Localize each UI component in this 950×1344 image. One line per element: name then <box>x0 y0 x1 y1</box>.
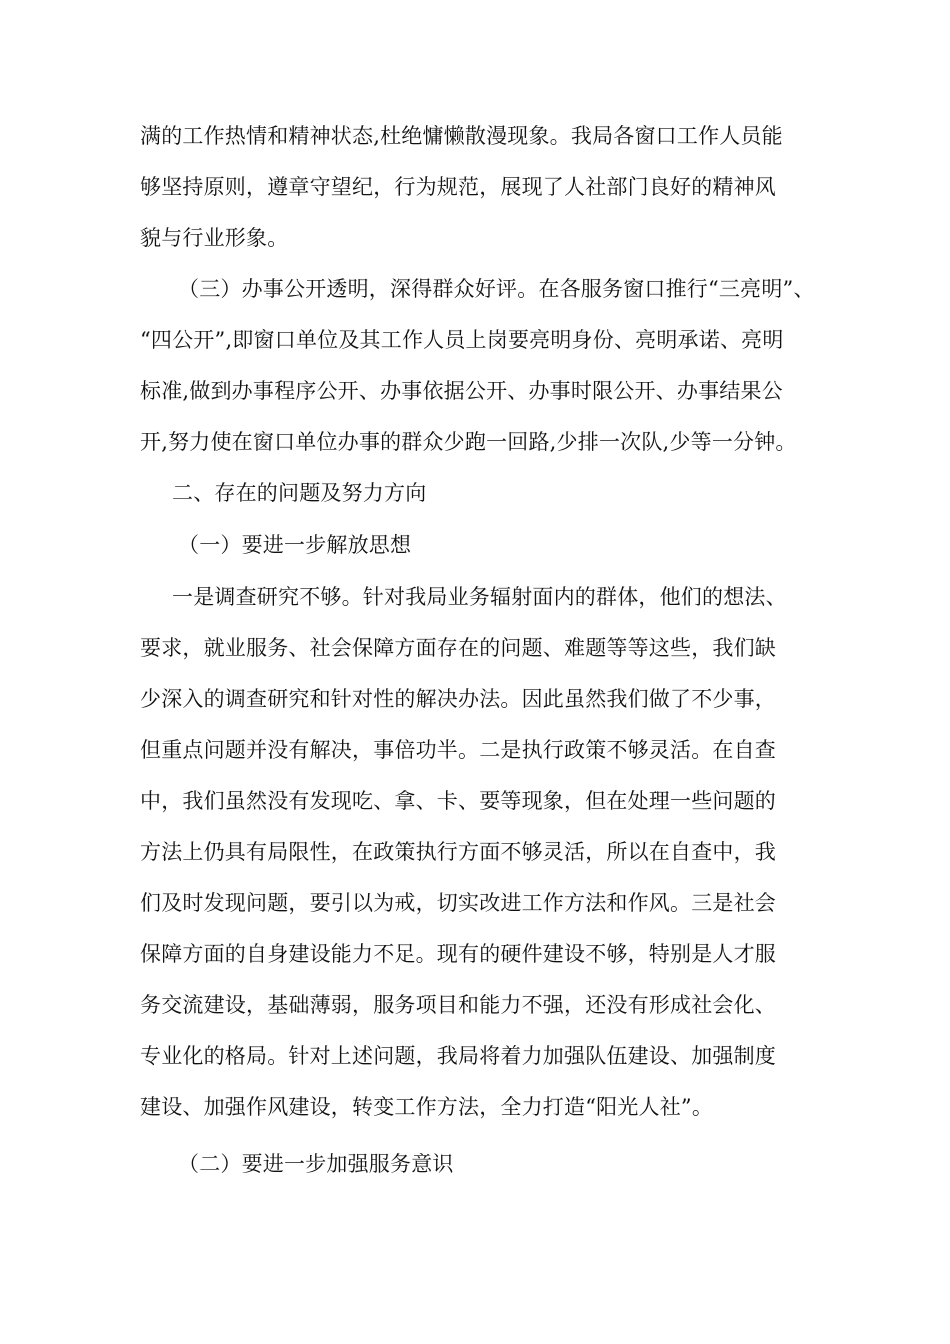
paragraph-line: 但重点问题并没有解决，事倍功半。二是执行政策不够灵活。在自查 <box>140 738 776 762</box>
subsection-heading: （一）要进一步解放思想 <box>178 533 412 557</box>
paragraph-line: 开,努力使在窗口单位办事的群众少跑一回路,少排一次队,少等一分钟。 <box>140 430 797 454</box>
paragraph-line: 貌与行业形象。 <box>140 226 289 250</box>
paragraph-line: 中，我们虽然没有发现吃、拿、卡、要等现象，但在处理一些问题的 <box>140 789 776 813</box>
paragraph-line: 建设、加强作风建设，转变工作方法，全力打造“阳光人社”。 <box>140 1095 714 1119</box>
section-3-heading-line: （三）办事公开透明，深得群众好评。在各服务窗口推行“三亮明”、 <box>178 277 815 301</box>
paragraph-line: 少深入的调查研究和针对性的解决办法。因此虽然我们做了不少事， <box>140 687 776 711</box>
paragraph-line: 务交流建设，基础薄弱，服务项目和能力不强，还没有形成社会化、 <box>140 993 776 1017</box>
paragraph-line: 满的工作热情和精神状态,杜绝慵懒散漫现象。我局各窗口工作人员能 <box>140 124 783 148</box>
paragraph-line: 保障方面的自身建设能力不足。现有的硬件建设不够，特别是人才服 <box>140 942 776 966</box>
paragraph-line: 一是调查研究不够。针对我局业务辐射面内的群体，他们的想法、 <box>172 585 787 609</box>
section-heading: 二、存在的问题及努力方向 <box>172 481 427 505</box>
paragraph-line: 们及时发现问题，要引以为戒，切实改进工作方法和作风。三是社会 <box>140 891 776 915</box>
paragraph-line: 要求，就业服务、社会保障方面存在的问题、难题等等这些，我们缺 <box>140 636 776 660</box>
paragraph-line: 方法上仍具有局限性，在政策执行方面不够灵活，所以在自查中，我 <box>140 840 776 864</box>
paragraph-line: 够坚持原则，遵章守望纪，行为规范，展现了人社部门良好的精神风 <box>140 175 776 199</box>
paragraph-line: “四公开”,即窗口单位及其工作人员上岗要亮明身份、亮明承诺、亮明 <box>140 328 784 352</box>
paragraph-line: 标准,做到办事程序公开、办事依据公开、办事时限公开、办事结果公 <box>140 379 783 403</box>
subsection-heading: （二）要进一步加强服务意识 <box>178 1152 454 1176</box>
paragraph-line: 专业化的格局。针对上述问题，我局将着力加强队伍建设、加强制度 <box>140 1044 776 1068</box>
